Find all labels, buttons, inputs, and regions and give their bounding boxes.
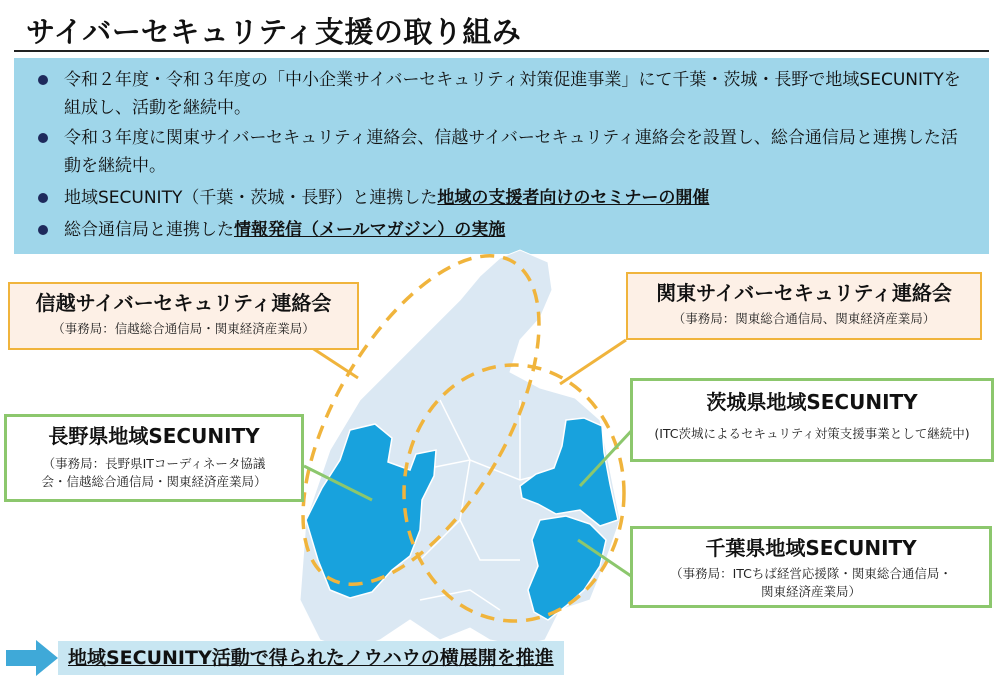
bullet-text: 令和３年度に関東サイバーセキュリティ連絡会、信越サイバーセキュリティ連絡会を設置し、総合通信局と連携した活動を継続中。 (64, 128, 958, 176)
shinetsu-secretariat: （事務局：信越総合通信局・関東経済産業局） (52, 321, 315, 336)
kanto-title: 関東サイバーセキュリティ連絡会 (656, 281, 952, 305)
kanto-connector (560, 340, 626, 384)
chiba-secretariat-line1: （事務局：ITCちば経営応援隊・関東総合通信局・ (670, 566, 952, 581)
chiba-title: 千葉県地域SECUNITY (705, 536, 917, 560)
shinetsu-liaison-box (8, 282, 359, 350)
ibaraki-secunity-box (630, 378, 994, 462)
ibaraki-title: 茨城県地域SECUNITY (706, 390, 918, 414)
kanto-liaison-box (626, 272, 982, 340)
nagano-secretariat-line2: 会・信越総合通信局・関東経済産業局） (41, 474, 267, 489)
footer-text: 地域SECUNITY活動で得られたノウハウの横展開を推進 (58, 641, 564, 675)
kanto-secretariat: （事務局：関東総合通信局、関東経済産業局） (672, 311, 936, 326)
bullet-text: 総合通信局と連携した情報発信（メールマガジン）の実施 (64, 220, 506, 240)
footer-callout (6, 640, 564, 676)
nagano-secunity-box (4, 414, 304, 502)
chiba-region (528, 516, 606, 620)
arrow-right-icon (6, 640, 62, 676)
bullet-text: 令和２年度・令和３年度の「中小企業サイバーセキュリティ対策促進事業」にて千葉・茨城・長野で地域SECUNITYを組成し、活動を継続中。 (64, 70, 961, 118)
bullet-emphasis: 地域の支援者向けのセミナーの開催 (437, 188, 710, 208)
page-title: サイバーセキュリティ支援の取り組み (26, 15, 522, 49)
ibaraki-note: (ITC茨城によるセキュリティ対策支援事業として継続中) (654, 426, 970, 441)
bullet-text: 地域SECUNITY（千葉・茨城・長野）と連携した地域の支援者向けのセミナーの開催 (64, 188, 710, 208)
nagano-title: 長野県地域SECUNITY (48, 424, 260, 448)
shinetsu-title: 信越サイバーセキュリティ連絡会 (35, 291, 332, 315)
bullet-emphasis: 情報発信（メールマガジン）の実施 (234, 220, 506, 240)
chiba-secunity-box (630, 526, 992, 608)
nagano-secretariat-line1: （事務局：長野県ITコーディネータ協議 (42, 456, 266, 471)
chiba-secretariat-line2: 関東経済産業局） (760, 584, 861, 599)
